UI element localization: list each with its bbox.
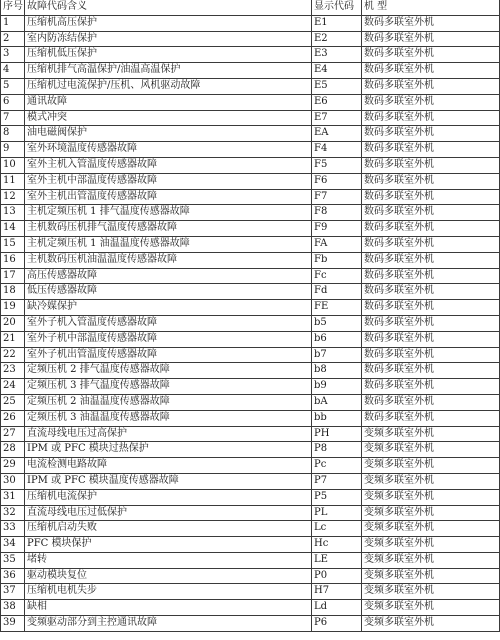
cell-model: 数码多联室外机: [362, 78, 500, 94]
cell-model: 变频多联室外机: [362, 489, 500, 505]
cell-model: 数码多联室外机: [362, 110, 500, 126]
cell-serial-number: 14: [1, 221, 25, 237]
cell-fault-meaning: 压缩机排气高温保护/油温高温保护: [25, 63, 312, 79]
cell-model: 数码多联室外机: [362, 284, 500, 300]
header-model: 机 型: [362, 0, 500, 15]
table-row: [1, 458, 500, 474]
cell-fault-meaning: 压缩机启动失败: [25, 521, 312, 537]
cell-fault-meaning: 模式冲突: [25, 110, 312, 126]
cell-display-code: Fd: [312, 284, 362, 300]
cell-display-code: Hc: [312, 537, 362, 553]
cell-display-code: H7: [312, 584, 362, 600]
cell-display-code: bb: [312, 410, 362, 426]
cell-model: 变频多联室外机: [362, 473, 500, 489]
table-row: [1, 394, 500, 410]
cell-fault-meaning: 室外子机中部温度传感器故障: [25, 331, 312, 347]
cell-serial-number: 18: [1, 284, 25, 300]
cell-fault-meaning: 压缩机低压保护: [25, 47, 312, 63]
header-fault-meaning: 故障代码含义: [25, 0, 312, 15]
cell-model: 变频多联室外机: [362, 568, 500, 584]
cell-serial-number: 7: [1, 110, 25, 126]
cell-model: 数码多联室外机: [362, 363, 500, 379]
header-serial-number: 序号: [1, 0, 25, 15]
cell-serial-number: 23: [1, 363, 25, 379]
cell-display-code: b9: [312, 379, 362, 395]
cell-display-code: b6: [312, 331, 362, 347]
cell-serial-number: 5: [1, 78, 25, 94]
table-row: [1, 31, 500, 47]
cell-model: 数码多联室外机: [362, 221, 500, 237]
cell-display-code: Pc: [312, 458, 362, 474]
cell-model: 数码多联室外机: [362, 47, 500, 63]
cell-fault-meaning: 室外环境温度传感器故障: [25, 142, 312, 158]
cell-model: 数码多联室外机: [362, 410, 500, 426]
cell-serial-number: 26: [1, 410, 25, 426]
cell-fault-meaning: 堵转: [25, 552, 312, 568]
table-row: [1, 47, 500, 63]
cell-model: 变频多联室外机: [362, 584, 500, 600]
cell-fault-meaning: 压缩机电机失步: [25, 584, 312, 600]
cell-fault-meaning: 室外子机出管温度传感器故障: [25, 347, 312, 363]
cell-display-code: b8: [312, 363, 362, 379]
table-row: [1, 94, 500, 110]
cell-display-code: E3: [312, 47, 362, 63]
cell-fault-meaning: 主机数码压机排气温度传感器故障: [25, 221, 312, 237]
cell-model: 变频多联室外机: [362, 537, 500, 553]
cell-serial-number: 6: [1, 94, 25, 110]
cell-display-code: F8: [312, 205, 362, 221]
cell-display-code: Lc: [312, 521, 362, 537]
cell-serial-number: 17: [1, 268, 25, 284]
table-row: [1, 205, 500, 221]
cell-display-code: F5: [312, 157, 362, 173]
table-body: [1, 15, 500, 631]
cell-model: 数码多联室外机: [362, 189, 500, 205]
table-row: [1, 15, 500, 31]
cell-model: 变频多联室外机: [362, 521, 500, 537]
cell-model: 变频多联室外机: [362, 458, 500, 474]
table-row: [1, 584, 500, 600]
cell-serial-number: 24: [1, 379, 25, 395]
table-row: [1, 600, 500, 616]
cell-display-code: FA: [312, 236, 362, 252]
table-row: [1, 173, 500, 189]
cell-serial-number: 25: [1, 394, 25, 410]
cell-display-code: E4: [312, 63, 362, 79]
cell-model: 变频多联室外机: [362, 600, 500, 616]
table-row: [1, 379, 500, 395]
cell-serial-number: 30: [1, 473, 25, 489]
cell-display-code: bA: [312, 394, 362, 410]
cell-display-code: F9: [312, 221, 362, 237]
cell-fault-meaning: 室外主机出管温度传感器故障: [25, 189, 312, 205]
cell-display-code: F4: [312, 142, 362, 158]
cell-fault-meaning: 压缩机电流保护: [25, 489, 312, 505]
cell-display-code: Fc: [312, 268, 362, 284]
cell-fault-meaning: 驱动模块复位: [25, 568, 312, 584]
table-row: [1, 252, 500, 268]
cell-model: 数码多联室外机: [362, 63, 500, 79]
cell-model: 变频多联室外机: [362, 552, 500, 568]
cell-display-code: FE: [312, 300, 362, 316]
table-row: [1, 331, 500, 347]
cell-serial-number: 22: [1, 347, 25, 363]
table-row: [1, 473, 500, 489]
cell-model: 数码多联室外机: [362, 300, 500, 316]
cell-model: 数码多联室外机: [362, 205, 500, 221]
cell-serial-number: 28: [1, 442, 25, 458]
cell-display-code: Ld: [312, 600, 362, 616]
cell-fault-meaning: PFC 模块保护: [25, 537, 312, 553]
cell-fault-meaning: 定频压机 2 油温温度传感器故障: [25, 394, 312, 410]
cell-display-code: E1: [312, 15, 362, 31]
table-row: [1, 537, 500, 553]
cell-serial-number: 1: [1, 15, 25, 31]
header-display-code: 显示代码: [312, 0, 362, 15]
table-row: [1, 221, 500, 237]
cell-fault-meaning: 定频压机 2 排气温度传感器故障: [25, 363, 312, 379]
cell-model: 变频多联室外机: [362, 426, 500, 442]
cell-fault-meaning: 定频压机 3 油温温度传感器故障: [25, 410, 312, 426]
cell-display-code: E2: [312, 31, 362, 47]
table-row: [1, 505, 500, 521]
cell-serial-number: 2: [1, 31, 25, 47]
cell-fault-meaning: 主机定频压机 1 排气温度传感器故障: [25, 205, 312, 221]
table-row: [1, 426, 500, 442]
cell-display-code: PL: [312, 505, 362, 521]
table-row: [1, 521, 500, 537]
cell-fault-meaning: 缺冷媒保护: [25, 300, 312, 316]
cell-model: 数码多联室外机: [362, 126, 500, 142]
cell-serial-number: 9: [1, 142, 25, 158]
cell-fault-meaning: 室外主机入管温度传感器故障: [25, 157, 312, 173]
cell-display-code: EA: [312, 126, 362, 142]
cell-fault-meaning: IPM 或 PFC 模块温度传感器故障: [25, 473, 312, 489]
cell-fault-meaning: 高压传感器故障: [25, 268, 312, 284]
cell-display-code: P0: [312, 568, 362, 584]
cell-serial-number: 29: [1, 458, 25, 474]
table-row: [1, 347, 500, 363]
cell-fault-meaning: 缺相: [25, 600, 312, 616]
cell-model: 变频多联室外机: [362, 442, 500, 458]
cell-serial-number: 33: [1, 521, 25, 537]
table-row: [1, 63, 500, 79]
table-row: [1, 442, 500, 458]
cell-model: 数码多联室外机: [362, 173, 500, 189]
cell-serial-number: 16: [1, 252, 25, 268]
cell-fault-meaning: 电流检测电路故障: [25, 458, 312, 474]
cell-display-code: PH: [312, 426, 362, 442]
table-row: [1, 315, 500, 331]
cell-fault-meaning: 变频驱动部分到主控通讯故障: [25, 616, 312, 632]
cell-display-code: E7: [312, 110, 362, 126]
table-row: [1, 284, 500, 300]
table-row: [1, 142, 500, 158]
cell-fault-meaning: 室内防冻结保护: [25, 31, 312, 47]
table-row: [1, 157, 500, 173]
cell-fault-meaning: 油电磁阀保护: [25, 126, 312, 142]
cell-fault-meaning: 室外主机中部温度传感器故障: [25, 173, 312, 189]
table-row: [1, 363, 500, 379]
cell-display-code: P5: [312, 489, 362, 505]
cell-fault-meaning: 直流母线电压过低保护: [25, 505, 312, 521]
cell-model: 变频多联室外机: [362, 616, 500, 632]
cell-fault-meaning: 室外子机入管温度传感器故障: [25, 315, 312, 331]
cell-serial-number: 36: [1, 568, 25, 584]
table-row: [1, 489, 500, 505]
table-row: [1, 300, 500, 316]
cell-display-code: LE: [312, 552, 362, 568]
cell-serial-number: 21: [1, 331, 25, 347]
cell-model: 数码多联室外机: [362, 142, 500, 158]
cell-serial-number: 11: [1, 173, 25, 189]
cell-display-code: P6: [312, 616, 362, 632]
cell-display-code: P7: [312, 473, 362, 489]
cell-fault-meaning: 低压传感器故障: [25, 284, 312, 300]
cell-display-code: b5: [312, 315, 362, 331]
table-row: [1, 110, 500, 126]
cell-serial-number: 19: [1, 300, 25, 316]
cell-serial-number: 35: [1, 552, 25, 568]
cell-display-code: Fb: [312, 252, 362, 268]
cell-model: 数码多联室外机: [362, 379, 500, 395]
cell-fault-meaning: 直流母线电压过高保护: [25, 426, 312, 442]
cell-display-code: F7: [312, 189, 362, 205]
cell-model: 数码多联室外机: [362, 15, 500, 31]
cell-display-code: F6: [312, 173, 362, 189]
cell-fault-meaning: 压缩机过电流保护/压机、风机驱动故障: [25, 78, 312, 94]
cell-serial-number: 20: [1, 315, 25, 331]
cell-fault-meaning: 通讯故障: [25, 94, 312, 110]
cell-model: 数码多联室外机: [362, 157, 500, 173]
cell-display-code: E6: [312, 94, 362, 110]
table-row: [1, 236, 500, 252]
cell-model: 数码多联室外机: [362, 268, 500, 284]
cell-model: 数码多联室外机: [362, 315, 500, 331]
cell-serial-number: 27: [1, 426, 25, 442]
cell-model: 数码多联室外机: [362, 236, 500, 252]
table-row: [1, 552, 500, 568]
cell-serial-number: 10: [1, 157, 25, 173]
cell-serial-number: 13: [1, 205, 25, 221]
cell-serial-number: 8: [1, 126, 25, 142]
cell-fault-meaning: IPM 或 PFC 模块过热保护: [25, 442, 312, 458]
cell-serial-number: 12: [1, 189, 25, 205]
table-row: [1, 126, 500, 142]
cell-serial-number: 31: [1, 489, 25, 505]
cell-model: 数码多联室外机: [362, 347, 500, 363]
cell-serial-number: 39: [1, 616, 25, 632]
cell-serial-number: 4: [1, 63, 25, 79]
cell-model: 数码多联室外机: [362, 394, 500, 410]
cell-serial-number: 34: [1, 537, 25, 553]
cell-serial-number: 3: [1, 47, 25, 63]
cell-serial-number: 32: [1, 505, 25, 521]
cell-display-code: b7: [312, 347, 362, 363]
cell-model: 数码多联室外机: [362, 31, 500, 47]
cell-fault-meaning: 定频压机 3 排气温度传感器故障: [25, 379, 312, 395]
cell-serial-number: 38: [1, 600, 25, 616]
cell-model: 变频多联室外机: [362, 505, 500, 521]
cell-model: 数码多联室外机: [362, 331, 500, 347]
cell-display-code: P8: [312, 442, 362, 458]
table-row: [1, 410, 500, 426]
table-row: [1, 616, 500, 632]
table-row: [1, 189, 500, 205]
table-header-row: [1, 0, 500, 15]
table-row: [1, 568, 500, 584]
cell-model: 数码多联室外机: [362, 252, 500, 268]
cell-model: 数码多联室外机: [362, 94, 500, 110]
cell-fault-meaning: 压缩机高压保护: [25, 15, 312, 31]
cell-display-code: E5: [312, 78, 362, 94]
table-row: [1, 78, 500, 94]
cell-fault-meaning: 主机数码压机油温温度传感器故障: [25, 252, 312, 268]
table-row: [1, 268, 500, 284]
cell-serial-number: 37: [1, 584, 25, 600]
cell-fault-meaning: 主机定频压机 1 油温温度传感器故障: [25, 236, 312, 252]
cell-serial-number: 15: [1, 236, 25, 252]
